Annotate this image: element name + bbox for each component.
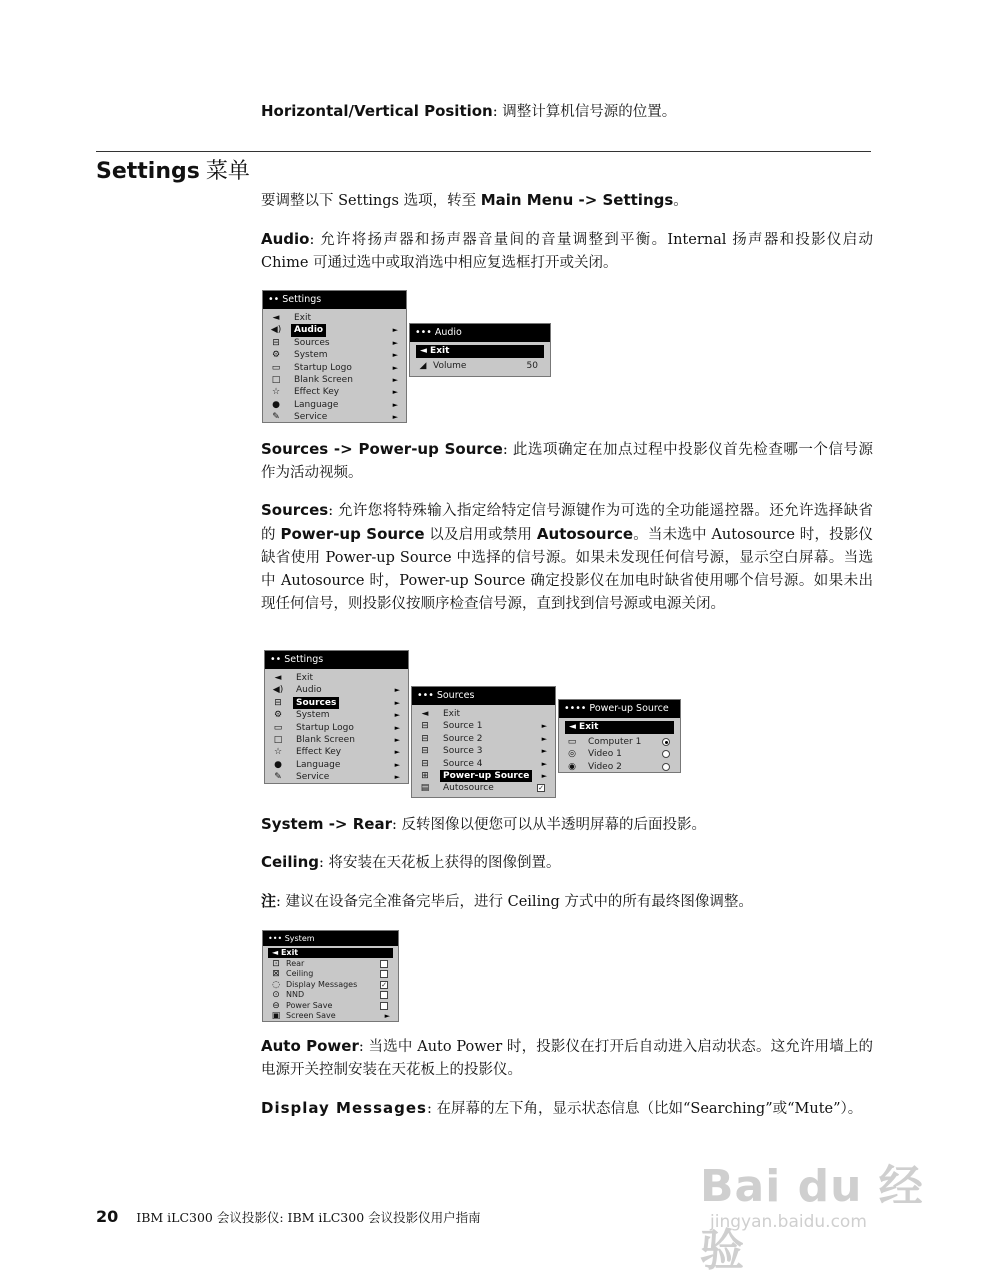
audio-term: Audio xyxy=(261,230,310,248)
submenu-arrow-icon: ► xyxy=(384,1011,390,1020)
submenu-arrow-icon: ► xyxy=(392,351,398,360)
menu-title: •• Settings xyxy=(265,651,408,669)
menu-item-label: Exit xyxy=(443,709,461,719)
position-paragraph xyxy=(261,100,873,124)
autopower-paragraph xyxy=(261,1035,873,1082)
radio[interactable] xyxy=(662,763,670,771)
menu-item-label: Language xyxy=(294,399,339,410)
back-arrow-icon: ◄ xyxy=(274,673,282,683)
sources-text-3: 。当未选中 Autosource 时，投影仪缺省使用 Power-up Source 中选择的信号源。如果未发现任何信号源，显示空白屏幕。当选中 Autosource 时，Power-up Source 确定投影仪在加电时缺省使用哪个信号源。如果未出现任何信号，则投影仪按顺序检查信号源，直到找到信号源或电源关闭。 xyxy=(261,527,874,612)
menu-item-label: Startup Logo xyxy=(294,362,352,373)
source-icon: ⊟ xyxy=(421,758,429,769)
menu-item-label: Effect Key xyxy=(294,387,340,398)
menu-item-language[interactable] xyxy=(263,399,406,411)
system-item-power-save[interactable] xyxy=(263,1001,398,1011)
submenu-arrow-icon: ► xyxy=(541,747,547,756)
menu-item-label: Audio xyxy=(291,324,326,336)
menu-item-label: Source 1 xyxy=(443,721,483,732)
menu-item-label: Sources xyxy=(293,697,339,709)
submenu-arrow-icon: ► xyxy=(394,698,400,707)
menu-item-system[interactable] xyxy=(265,709,408,721)
display-messages-text: : 在屏幕的左下角，显示状态信息（比如“Searching”或“Mute”）。 xyxy=(426,1101,863,1117)
section-title: Settings xyxy=(96,159,200,184)
audio-menu xyxy=(409,323,551,377)
audio-text: : 允许将扬声器和扬声器音量间的音量调整到平衡。Internal 扬声器和投影仪启动 Chime 可通过选中或取消选中相应复选框打开或关闭。 xyxy=(261,232,873,271)
globe-icon: ● xyxy=(272,399,280,410)
menu-item-startup-logo[interactable] xyxy=(263,362,406,374)
system-menu xyxy=(262,930,399,1022)
system-item-ceiling[interactable] xyxy=(263,969,398,979)
submenu-arrow-icon: ► xyxy=(394,735,400,744)
intro-path: Main Menu -> Settings xyxy=(480,191,674,209)
submenu-arrow-icon: ► xyxy=(392,338,398,347)
back-arrow-icon: ◄ xyxy=(272,313,280,323)
volume-row[interactable] xyxy=(410,360,550,372)
sources-autosource: Autosource xyxy=(536,525,634,543)
menu-item-service[interactable] xyxy=(265,771,408,783)
logo-icon: ▭ xyxy=(271,362,281,373)
submenu-arrow-icon: ► xyxy=(394,711,400,720)
menu-title: ••• System xyxy=(263,931,398,946)
section-rule xyxy=(96,151,871,152)
menu-item-blank-screen[interactable] xyxy=(265,734,408,746)
message-icon: ◌ xyxy=(272,979,280,990)
intro-paragraph xyxy=(261,189,873,213)
note-term: 注 xyxy=(261,892,277,910)
menu-title: ••• Audio xyxy=(410,324,550,342)
menu-item-label: System xyxy=(296,710,330,721)
sources-item-exit[interactable] xyxy=(412,708,555,720)
powerup-source-icon: ⊞ xyxy=(421,770,429,781)
menu-item-blank-screen[interactable] xyxy=(263,374,406,386)
watermark-url: jingyan.baidu.com xyxy=(710,1212,867,1232)
sources-text-2: 以及启用或禁用 xyxy=(424,527,537,543)
powerup-exit-button[interactable]: ◄ Exit xyxy=(565,721,674,734)
system-exit-button[interactable]: ◄ Exit xyxy=(268,948,393,958)
volume-value: 50 xyxy=(526,361,538,371)
settings-menu-2 xyxy=(264,650,409,784)
menu-item-label: Rear xyxy=(286,959,305,968)
powerup-item-video-1[interactable] xyxy=(559,748,680,760)
power-save-icon: ⊖ xyxy=(272,1000,280,1011)
position-sep: : xyxy=(492,104,498,120)
powerup-source-menu xyxy=(558,699,681,773)
blank-screen-icon: □ xyxy=(271,374,281,385)
blank-screen-icon: □ xyxy=(273,734,283,745)
footer-text: IBM iLC300 会议投影仪: IBM iLC300 会议投影仪用户指南 xyxy=(136,1210,481,1225)
menu-item-label: Effect Key xyxy=(296,747,342,758)
submenu-arrow-icon: ► xyxy=(541,722,547,731)
star-icon: ☆ xyxy=(271,387,281,398)
menu-item-label: Video 2 xyxy=(588,761,622,772)
ceiling-term: Ceiling xyxy=(261,853,320,871)
system-icon: ⚙ xyxy=(273,710,283,721)
volume-label: Volume xyxy=(433,361,467,371)
back-arrow-icon: ◄ xyxy=(421,709,429,719)
submenu-arrow-icon: ► xyxy=(392,363,398,372)
menu-item-effect-key[interactable] xyxy=(263,386,406,398)
powerup-item-computer-1[interactable] xyxy=(559,736,680,748)
logo-icon: ▭ xyxy=(273,722,283,733)
section-heading xyxy=(96,154,250,185)
menu-item-label: Sources xyxy=(294,337,330,348)
settings-menu-1 xyxy=(262,290,407,423)
source-icon: ⊟ xyxy=(274,697,282,708)
menu-item-label: Source 3 xyxy=(443,746,483,757)
wrench-icon: ✎ xyxy=(274,772,282,783)
system-item-display-messages[interactable] xyxy=(263,980,398,990)
submenu-arrow-icon: ► xyxy=(541,759,547,768)
video-icon: ◉ xyxy=(568,761,576,772)
note-paragraph xyxy=(261,890,873,914)
display-messages-paragraph xyxy=(261,1097,873,1121)
submenu-arrow-icon: ► xyxy=(394,686,400,695)
menu-item-label: Video 1 xyxy=(588,749,622,760)
powerup-paragraph xyxy=(261,438,873,485)
watermark-brand: Bai du 经验 xyxy=(700,1161,924,1276)
speaker-icon: ◀) xyxy=(272,685,284,696)
menu-item-label: Screen Save xyxy=(286,1010,336,1020)
rear-checkbox[interactable] xyxy=(380,960,388,968)
menu-item-label: Source 2 xyxy=(443,733,483,744)
menu-item-service[interactable] xyxy=(263,411,406,423)
menu-item-label: Exit xyxy=(296,673,314,683)
intro-text: 要调整以下 Settings 选项，转至 xyxy=(261,193,481,209)
submenu-arrow-icon: ► xyxy=(394,760,400,769)
section-title-cn: 菜单 xyxy=(205,159,250,184)
page-number: 20 xyxy=(96,1207,119,1226)
powerup-text: : 此选项确定在加点过程中投影仪首先检查哪一个信号源作为活动视频。 xyxy=(261,442,873,481)
nnd-icon: ⊙ xyxy=(272,990,280,1001)
system-item-nnd[interactable] xyxy=(263,990,398,1000)
sources-item-autosource[interactable] xyxy=(412,782,555,794)
autosource-icon: ▤ xyxy=(420,783,430,794)
menu-item-label: Ceiling xyxy=(286,969,314,979)
ceiling-paragraph xyxy=(261,851,873,875)
globe-icon: ● xyxy=(274,759,282,770)
radio[interactable] xyxy=(662,750,670,758)
menu-item-label: Display Messages xyxy=(286,979,358,989)
sources-item-source-2[interactable] xyxy=(412,733,555,745)
rear-paragraph xyxy=(261,813,873,837)
menu-item-label: Service xyxy=(296,772,330,783)
powerup-item-video-2[interactable] xyxy=(559,761,680,773)
submenu-arrow-icon: ► xyxy=(392,375,398,384)
screen-save-icon: ▣ xyxy=(271,1010,281,1021)
menu-item-label: Source 4 xyxy=(443,758,483,769)
audio-paragraph xyxy=(261,228,873,275)
menu-item-label: Audio xyxy=(296,685,322,696)
menu-item-label: Power-up Source xyxy=(440,770,532,782)
menu-item-exit[interactable] xyxy=(265,672,408,684)
source-icon: ⊟ xyxy=(421,721,429,732)
menu-item-system[interactable] xyxy=(263,349,406,361)
position-term: Horizontal/Vertical Position xyxy=(261,102,493,120)
menu-item-startup-logo[interactable] xyxy=(265,722,408,734)
submenu-arrow-icon: ► xyxy=(392,388,398,397)
system-item-screen-save[interactable] xyxy=(263,1011,398,1021)
ceiling-checkbox[interactable] xyxy=(380,970,388,978)
menu-item-label: Service xyxy=(294,412,328,423)
menu-title: •••• Power-up Source xyxy=(559,700,680,718)
menu-item-audio[interactable] xyxy=(263,324,406,336)
sources-item-source-1[interactable] xyxy=(412,720,555,732)
autosource-checkbox[interactable]: ✓ xyxy=(538,784,544,793)
rear-term: System -> Rear xyxy=(261,815,392,833)
source-icon: ⊟ xyxy=(421,746,429,757)
power-save-checkbox[interactable] xyxy=(380,1002,388,1010)
speaker-icon: ◀) xyxy=(270,325,282,336)
menu-item-label: Blank Screen xyxy=(294,374,353,385)
submenu-arrow-icon: ► xyxy=(541,734,547,743)
submenu-arrow-icon: ► xyxy=(541,771,547,780)
sources-powerup: Power-up Source xyxy=(280,525,425,543)
menu-item-label: Startup Logo xyxy=(296,722,354,733)
menu-item-label: Power Save xyxy=(286,1000,333,1010)
menu-item-language[interactable] xyxy=(265,759,408,771)
menu-item-audio[interactable] xyxy=(265,684,408,696)
ceiling-icon: ⊠ xyxy=(272,969,280,980)
menu-item-sources[interactable] xyxy=(265,697,408,709)
rear-text: : 反转图像以便您可以从半透明屏幕的后面投影。 xyxy=(391,817,706,833)
menu-item-label: Exit xyxy=(294,313,312,323)
sources-menu xyxy=(411,686,556,798)
menu-item-sources[interactable] xyxy=(263,337,406,349)
menu-item-label: Blank Screen xyxy=(296,734,355,745)
submenu-arrow-icon: ► xyxy=(392,326,398,335)
powerup-term: Sources -> Power-up Source xyxy=(261,440,503,458)
source-icon: ⊟ xyxy=(272,337,280,348)
page-footer xyxy=(96,1207,481,1226)
display-messages-checkbox[interactable]: ✓ xyxy=(381,980,387,989)
sources-text-1: : 允许您将特殊输入指定给特定信号源键作为可选的全功能遥控器。还允许选择缺省的 xyxy=(261,503,873,543)
menu-item-effect-key[interactable] xyxy=(265,746,408,758)
sources-item-source-4[interactable] xyxy=(412,758,555,770)
sources-paragraph xyxy=(261,499,873,616)
menu-item-label: Language xyxy=(296,759,341,770)
star-icon: ☆ xyxy=(273,747,283,758)
audio-exit-button[interactable]: ◄ Exit xyxy=(416,345,544,358)
menu-item-label: NND xyxy=(286,990,305,1000)
menu-title: ••• Sources xyxy=(412,687,555,705)
computer-icon: ▭ xyxy=(567,737,577,747)
sources-term: Sources xyxy=(261,501,329,519)
note-text: : 建议在设备完全准备完毕后，进行 Ceiling 方式中的所有最终图像调整。 xyxy=(276,894,753,910)
autopower-text: : 当选中 Auto Power 时，投影仪在打开后自动进入启动状态。这允许用墙上的电源开关控制安装在天花板上的投影仪。 xyxy=(261,1039,873,1078)
menu-item-label: System xyxy=(294,350,328,361)
submenu-arrow-icon: ► xyxy=(392,413,398,422)
sources-item-source-3[interactable] xyxy=(412,745,555,757)
intro-end: 。 xyxy=(673,193,688,209)
submenu-arrow-icon: ► xyxy=(394,773,400,782)
menu-item-label: Autosource xyxy=(443,783,494,794)
menu-item-label: Computer 1 xyxy=(588,737,642,747)
radio-selected[interactable] xyxy=(662,738,670,746)
display-messages-term: Display Messages xyxy=(261,1099,427,1117)
sources-item-powerup[interactable] xyxy=(412,770,555,782)
menu-item-exit[interactable] xyxy=(263,312,406,324)
system-icon: ⚙ xyxy=(271,350,281,361)
source-icon: ⊟ xyxy=(421,733,429,744)
autopower-term: Auto Power xyxy=(261,1037,359,1055)
nnd-checkbox[interactable] xyxy=(380,991,388,999)
wrench-icon: ✎ xyxy=(272,412,280,423)
video-icon: ◎ xyxy=(568,749,576,760)
position-desc: 调整计算机信号源的位置。 xyxy=(502,104,677,120)
rear-icon: ⊡ xyxy=(272,959,280,969)
submenu-arrow-icon: ► xyxy=(392,400,398,409)
baidu-watermark xyxy=(700,1140,960,1276)
submenu-arrow-icon: ► xyxy=(394,748,400,757)
volume-icon: ◢ xyxy=(419,361,427,371)
ceiling-text: : 将安装在天花板上获得的图像倒置。 xyxy=(319,855,561,871)
submenu-arrow-icon: ► xyxy=(394,723,400,732)
menu-title: •• Settings xyxy=(263,291,406,309)
system-item-rear[interactable] xyxy=(263,959,398,969)
